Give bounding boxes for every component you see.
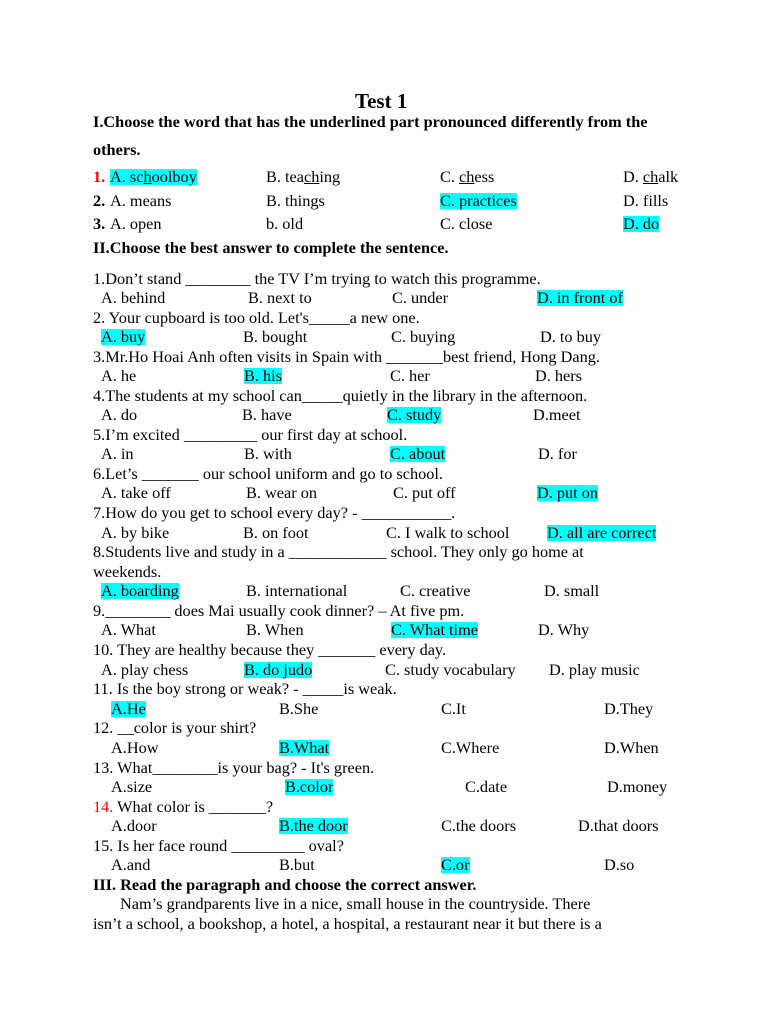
s1-q2-option-c: C. practices <box>440 191 517 210</box>
s2-q4-option-a: A. do <box>101 405 138 424</box>
s2-q9-question: 9.________ does Mai usually cook dinner? – At five pm. <box>93 601 465 620</box>
s2-q1-option-d: D. in front of <box>537 288 623 307</box>
s2-q2-option-c: C. buying <box>391 327 456 346</box>
s1-q1-number: 1. <box>93 167 106 186</box>
s2-q3-option-c: C. her <box>390 366 430 385</box>
s2-q2-option-b: B. bought <box>243 327 308 346</box>
s2-q2-option-d: D. to buy <box>540 327 602 346</box>
s1-q2-option-a: A. means <box>110 191 172 210</box>
s2-q6-option-a: A. take off <box>101 483 171 502</box>
s2-q7-option-b: B. on foot <box>243 523 309 542</box>
s1-q1-option-d: D. chalk <box>623 167 679 186</box>
section3-paragraph-line2: isn’t a school, a bookshop, a hotel, a hospital, a restaurant near it but there is a <box>93 914 602 933</box>
s2-q6-question: 6.Let’s _______ our school uniform and go to school. <box>93 464 444 483</box>
s2-q15-option-d: D.so <box>604 855 635 874</box>
s2-q15-question: 15. Is her face round _________ oval? <box>93 836 344 855</box>
s2-q11-question: 11. Is the boy strong or weak? - _____is weak. <box>93 679 397 698</box>
s2-q12-option-a: A.How <box>111 738 159 757</box>
s2-q13-option-d: D.money <box>607 777 668 796</box>
section1-heading-line1: I.Choose the word that has the underlined part pronounced differently from the <box>93 112 648 131</box>
section2-heading: II.Choose the best answer to complete the sentence. <box>93 238 449 257</box>
s2-q7-option-d: D. all are correct <box>547 523 657 542</box>
s2-q14-option-b: B.the door <box>279 816 348 835</box>
s2-q15-option-b: B.but <box>279 855 315 874</box>
s1-q1-option-b: B. teaching <box>266 167 341 186</box>
s2-q6-option-b: B. wear on <box>246 483 317 502</box>
s2-q12-option-b: B.What <box>279 738 330 757</box>
s1-q2-option-b: B. things <box>266 191 325 210</box>
s2-q9-option-c: C. What time <box>391 620 478 639</box>
s1-q1-option-c: C. chess <box>440 167 495 186</box>
s1-q3-option-a: A. open <box>110 214 162 233</box>
s2-q11-option-b: B.She <box>279 699 319 718</box>
s2-q2-question: 2. Your cupboard is too old. Let's_____a new one. <box>93 308 420 327</box>
s1-q1-option-a: A. schoolboy <box>110 167 197 186</box>
s2-q11-option-a: A.He <box>111 699 146 718</box>
s2-q3-option-b: B. his <box>244 366 283 385</box>
s2-q8-option-c: C. creative <box>400 581 471 600</box>
s1-q3-option-b: b. old <box>266 214 304 233</box>
s1-q3-option-d: D. do <box>623 214 660 233</box>
s2-q13-question: 13. What________is your bag? - It's green. <box>93 758 375 777</box>
section1-heading-line2: others. <box>93 140 141 159</box>
s2-q6-option-c: C. put off <box>393 483 456 502</box>
s2-q4-option-d: D.meet <box>533 405 581 424</box>
s2-q7-question: 7.How do you get to school every day? - ___________. <box>93 503 456 522</box>
s2-q3-question: 3.Mr.Ho Hoai Anh often visits in Spain with _______best friend, Hong Dang. <box>93 347 600 366</box>
s2-q4-option-b: B. have <box>242 405 292 424</box>
s1-q3-number: 3. <box>93 214 106 233</box>
s2-q1-option-c: C. under <box>392 288 449 307</box>
s2-q9-option-a: A. What <box>101 620 156 639</box>
s2-q7-option-c: C. I walk to school <box>386 523 510 542</box>
s2-q14-number: 14. <box>93 797 114 816</box>
s2-q5-option-b: B. with <box>244 444 292 463</box>
s2-q12-option-c: C.Where <box>441 738 500 757</box>
s2-q5-option-c: C. about <box>390 444 446 463</box>
s2-q10-option-c: C. study vocabulary <box>385 660 516 679</box>
s2-q4-question: 4.The students at my school can_____quietly in the library in the afternoon. <box>93 386 588 405</box>
s2-q13-option-a: A.size <box>111 777 153 796</box>
s2-q1-option-b: B. next to <box>248 288 312 307</box>
s2-q4-option-c: C. study <box>387 405 442 424</box>
s2-q5-option-d: D. for <box>538 444 577 463</box>
s2-q15-option-a: A.and <box>111 855 151 874</box>
s2-q15-option-c: C.or <box>441 855 470 874</box>
page-title: Test 1 <box>355 89 408 113</box>
s2-q9-option-d: D. Why <box>538 620 590 639</box>
s2-q14-option-a: A.door <box>111 816 157 835</box>
s2-q8-question: 8.Students live and study in a ____________ school. They only go home at <box>93 542 584 561</box>
s2-q12-question: 12. __color is your shirt? <box>93 718 257 737</box>
s2-q14-option-d: D.that doors <box>578 816 659 835</box>
s2-q12-option-d: D.When <box>604 738 659 757</box>
s2-q8-option-a: A. boarding <box>101 581 179 600</box>
s2-q10-option-b: B. do judo <box>244 660 313 679</box>
s2-q3-option-a: A. he <box>101 366 137 385</box>
s2-q6-option-d: D. put on <box>537 483 599 502</box>
section3-paragraph-line1: Nam’s grandparents live in a nice, small house in the countryside. There <box>120 894 591 913</box>
s1-q2-option-d: D. fills <box>623 191 669 210</box>
s2-q13-option-b: B.color <box>285 777 334 796</box>
s2-q1-question: 1.Don’t stand ________ the TV I’m trying to watch this programme. <box>93 269 541 288</box>
s2-q14-question: 14. What color is _______? <box>93 797 274 816</box>
s2-q9-option-b: B. When <box>246 620 304 639</box>
s2-q14-option-c: C.the doors <box>441 816 517 835</box>
s2-q5-question: 5.I’m excited _________ our first day at school. <box>93 425 408 444</box>
s2-q8-question-cont: weekends. <box>93 562 162 581</box>
s2-q1-option-a: A. behind <box>101 288 166 307</box>
section3-heading: III. Read the paragraph and choose the correct answer. <box>93 875 477 894</box>
s2-q8-option-b: B. international <box>246 581 348 600</box>
s2-q13-option-c: C.date <box>465 777 508 796</box>
s2-q3-option-d: D. hers <box>535 366 583 385</box>
s1-q2-number: 2. <box>93 191 106 210</box>
s2-q11-option-c: C.It <box>441 699 466 718</box>
s1-q3-option-c: C. close <box>440 214 493 233</box>
s2-q11-option-d: D.They <box>604 699 654 718</box>
s2-q5-option-a: A. in <box>101 444 134 463</box>
s2-q2-option-a: A. buy <box>101 327 146 346</box>
s2-q10-option-a: A. play chess <box>101 660 189 679</box>
s2-q10-option-d: D. play music <box>549 660 640 679</box>
s2-q7-option-a: A. by bike <box>101 523 170 542</box>
s2-q8-option-d: D. small <box>544 581 600 600</box>
s2-q10-question: 10. They are healthy because they _______ every day. <box>93 640 447 659</box>
